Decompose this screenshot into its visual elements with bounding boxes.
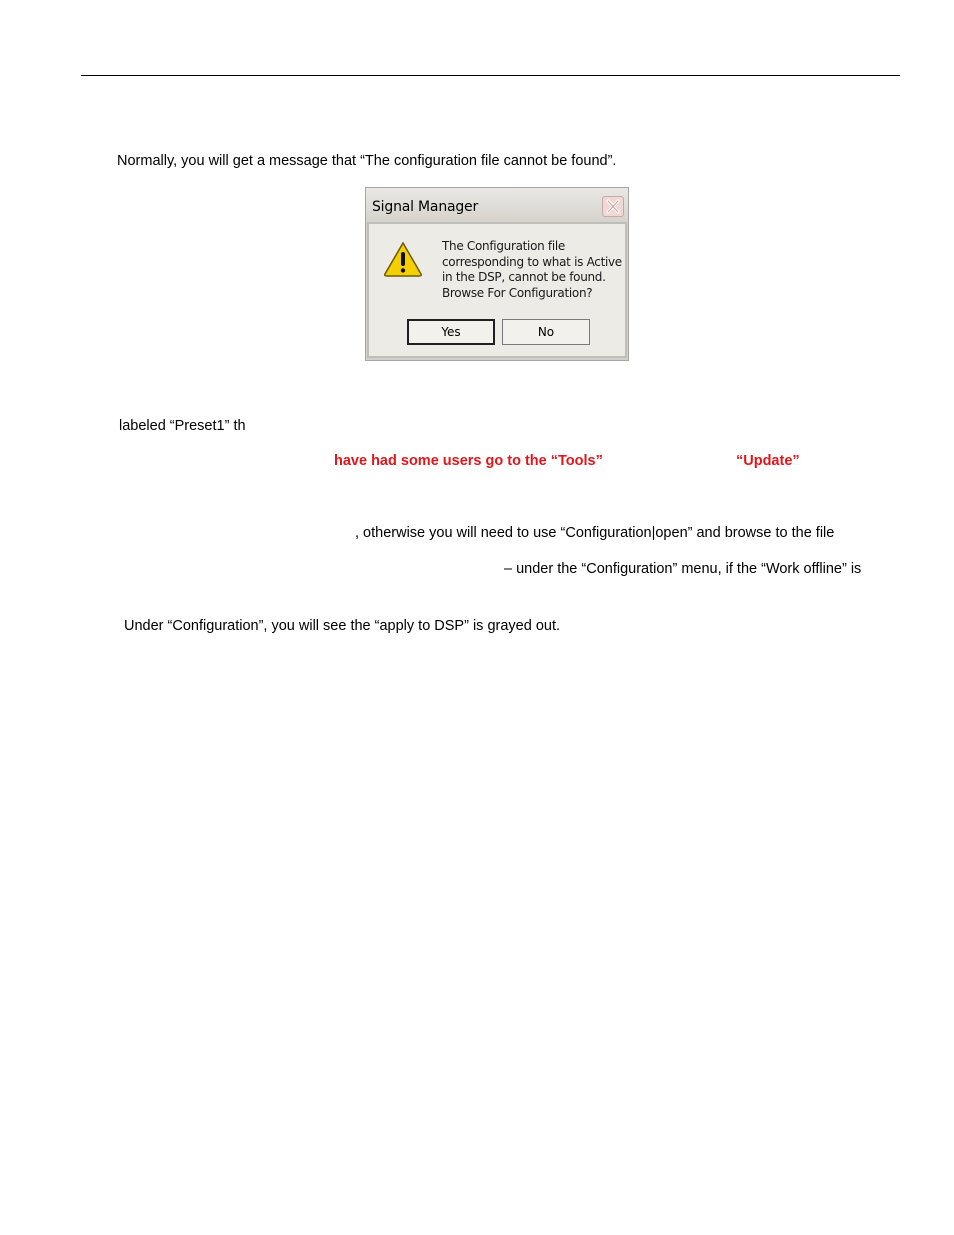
warning-icon [383,241,423,277]
close-button[interactable] [602,196,624,217]
signal-manager-dialog [365,187,629,361]
red-tools-text: have had some users go to the “Tools” [334,453,603,469]
otherwise-line: , otherwise you will need to use “Configuration|open” and browse to the file [355,525,835,541]
preset-line: labeled “Preset1” th [119,418,246,434]
under-config-line: – under the “Configuration” menu, if the “Work offline” is [504,561,862,577]
dialog-body [367,222,627,358]
red-update-text: “Update” [736,453,800,469]
dialog-titlebar[interactable] [366,188,628,222]
yes-button[interactable]: Yes [407,319,495,345]
intro-paragraph: Normally, you will get a message that “The configuration file cannot be found”. [117,153,617,169]
close-icon [603,197,623,216]
dialog-message: The Configuration file corresponding to what is Active in the DSP, cannot be found. Browse For Configuration? [442,239,622,300]
no-button[interactable]: No [502,319,590,345]
apply-dsp-line: Under “Configuration”, you will see the “apply to DSP” is grayed out. [124,618,561,634]
dialog-title: Signal Manager [372,199,479,215]
header-rule [81,75,900,76]
